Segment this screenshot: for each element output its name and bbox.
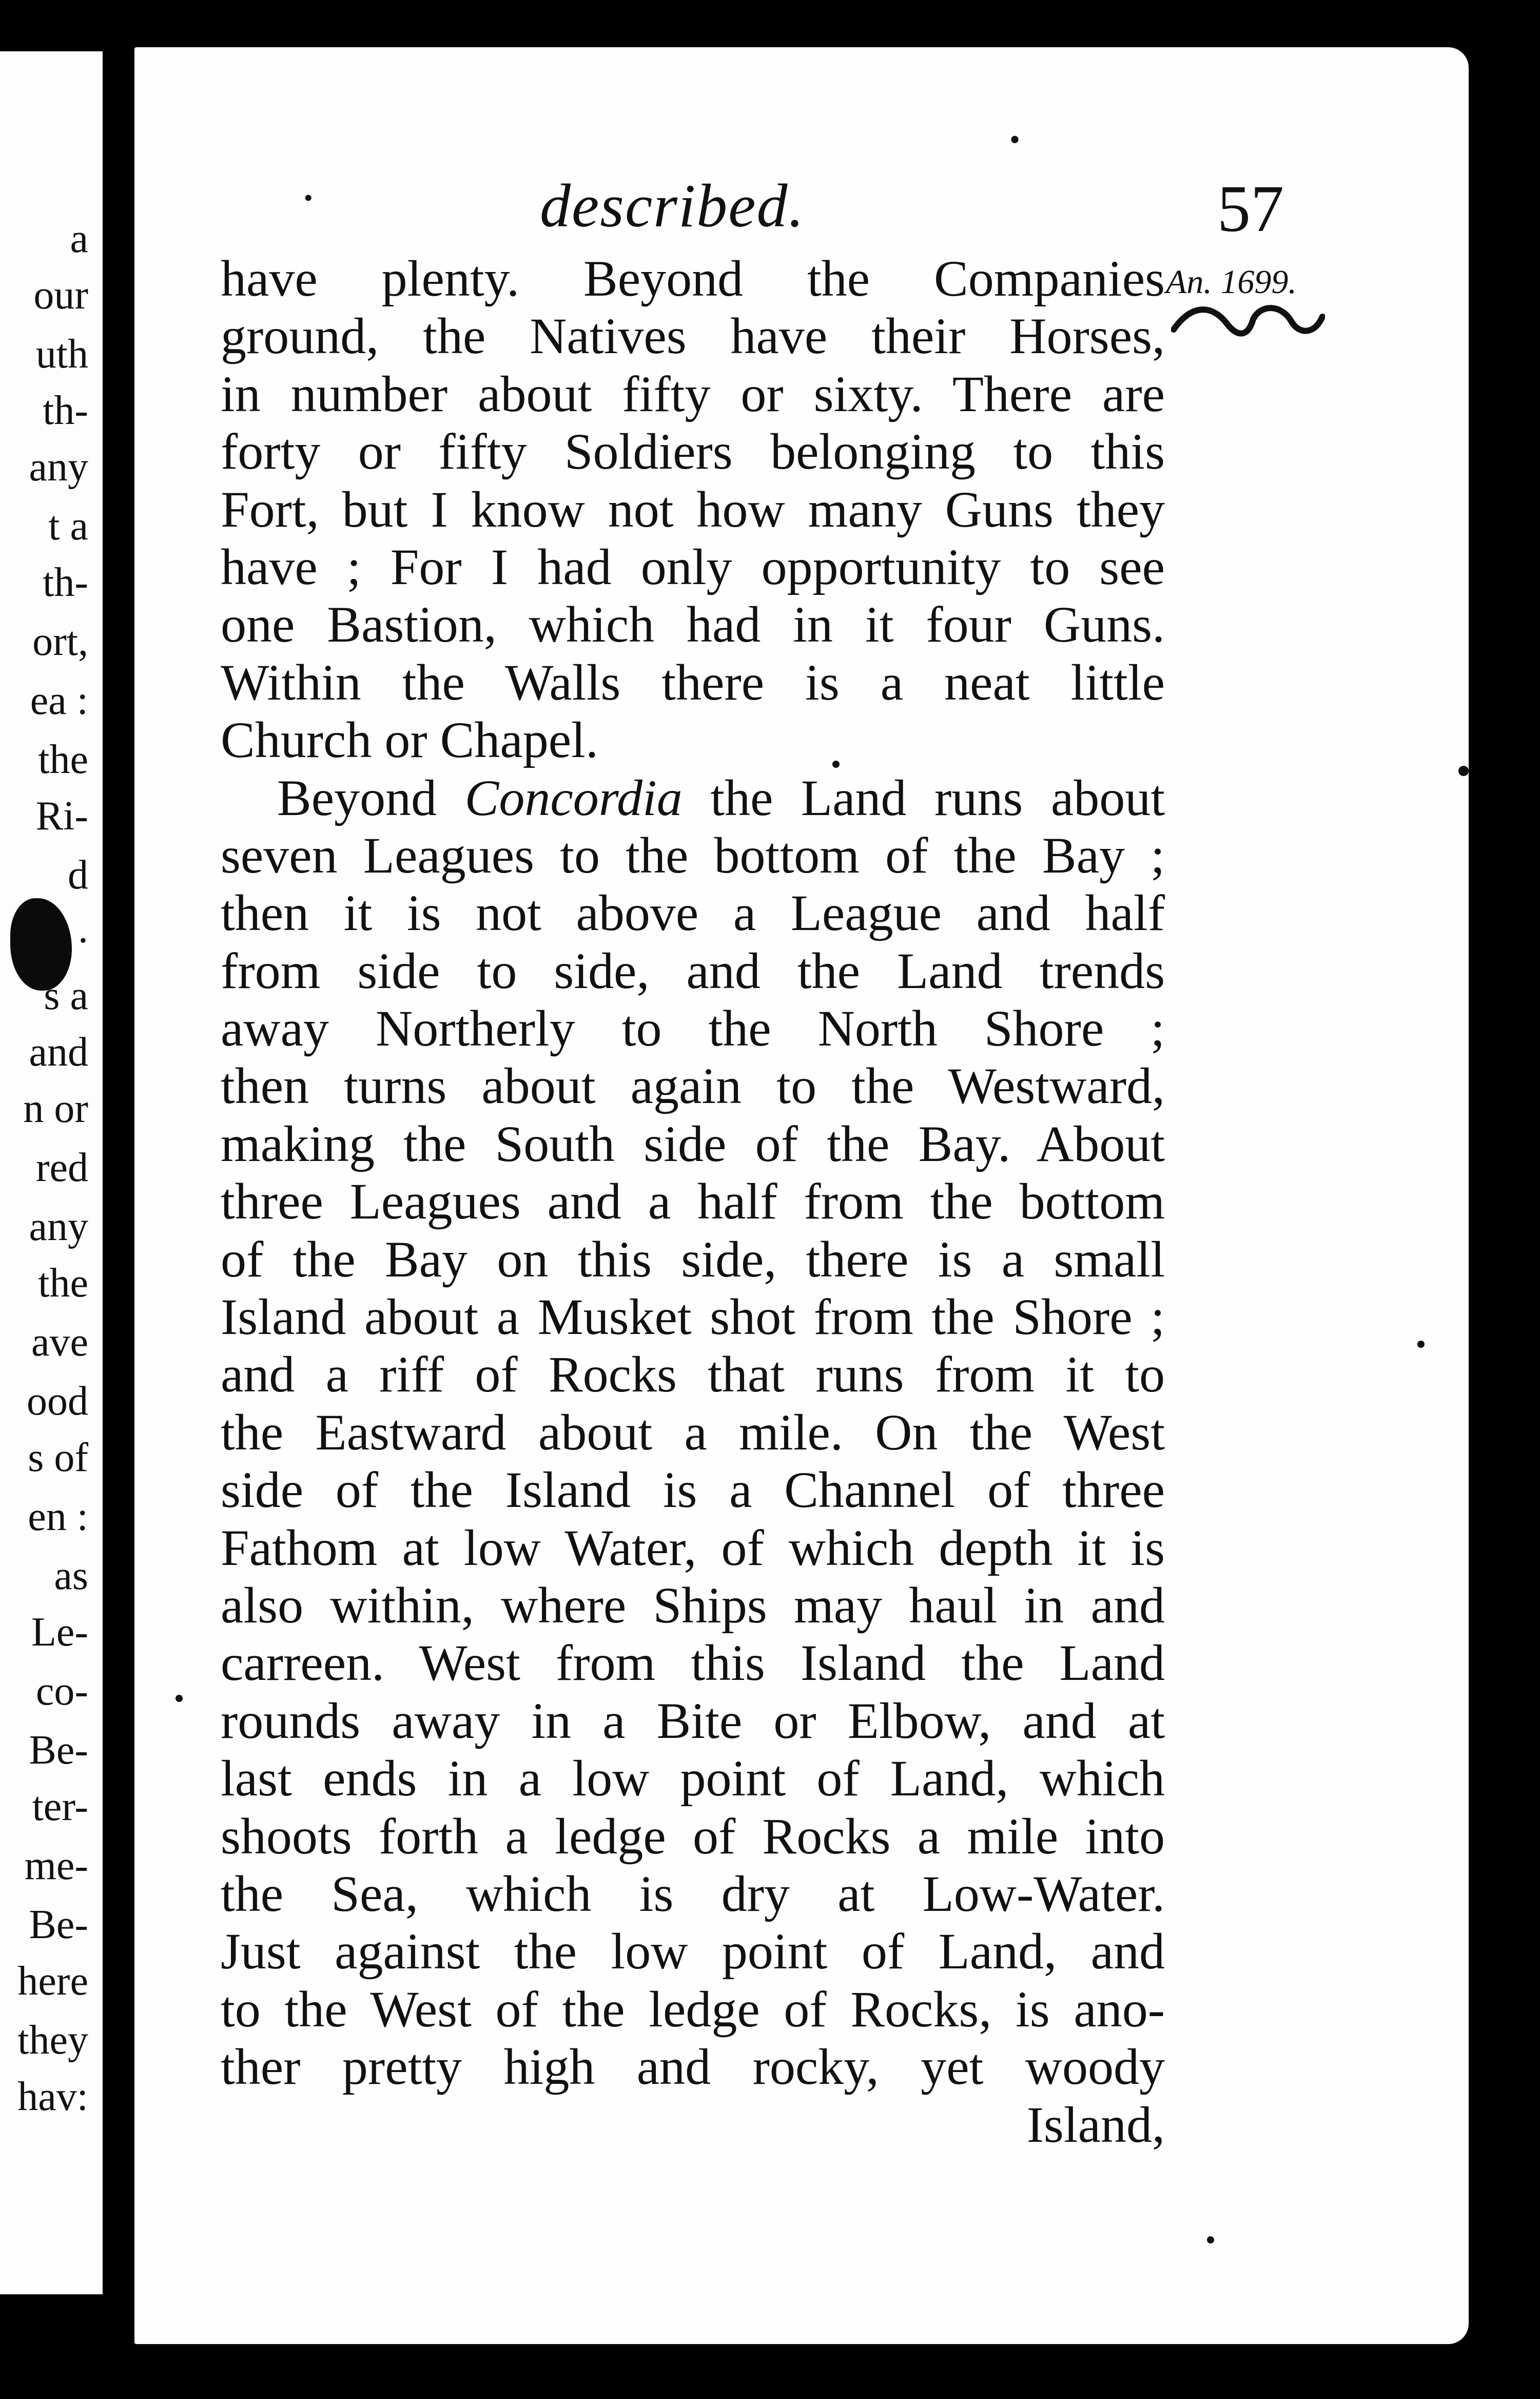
- text-line: carreen. West from this Island the Land: [221, 1634, 1165, 1692]
- text-line: away Northerly to the North Shore ;: [221, 1000, 1165, 1057]
- left-page-line-fragment: Be-: [29, 1902, 88, 1947]
- ink-speck: [1417, 1341, 1425, 1348]
- left-page-line-fragment: here: [17, 1959, 88, 2004]
- left-page-line-fragment: as: [54, 1553, 88, 1598]
- left-page-line-fragment: ea :: [30, 678, 88, 723]
- ink-dot: •: [304, 183, 313, 212]
- left-page-line-fragment: Be-: [29, 1728, 88, 1773]
- book-gutter: [103, 0, 133, 2399]
- left-page-line-fragment: Le-: [31, 1610, 88, 1655]
- text-line: then turns about again to the Westward,: [221, 1057, 1165, 1115]
- left-page-line-fragment: they: [17, 2018, 88, 2063]
- body-text: [221, 250, 1165, 2154]
- place-name-italic: Concordia: [464, 769, 683, 826]
- text-line: Beyond Concordia the Land runs about: [277, 769, 1165, 826]
- left-page-line-fragment: s a: [44, 973, 88, 1018]
- left-page-line-fragment: .: [78, 906, 88, 952]
- left-page-line-fragment: hav:: [17, 2074, 88, 2119]
- left-page-line-fragment: uth: [35, 332, 88, 377]
- ink-speck: [1207, 2236, 1214, 2243]
- text-line: Just against the low point of Land, and: [221, 1923, 1165, 1980]
- ink-speck: [832, 761, 840, 768]
- text-line: of the Bay on this side, there is a small: [221, 1230, 1165, 1288]
- text-line: making the South side of the Bay. About: [221, 1115, 1165, 1172]
- text-line: side of the Island is a Channel of three: [221, 1461, 1165, 1519]
- left-page-line-fragment: en :: [28, 1494, 88, 1539]
- text-line: one Bastion, which had in it four Guns.: [221, 596, 1165, 653]
- text-line: to the West of the ledge of Rocks, is ano-: [221, 1980, 1165, 2038]
- catchword: Island,: [1026, 2096, 1165, 2153]
- text-line: last ends in a low point of Land, which: [221, 1750, 1165, 1807]
- text-line: Church or Chapel.: [221, 711, 598, 769]
- left-page-line-fragment: th-: [43, 560, 88, 605]
- text-line: Within the Walls there is a neat little: [221, 653, 1165, 711]
- left-page-line-fragment: ood: [27, 1379, 88, 1424]
- ornament-swash-icon: [1171, 299, 1325, 345]
- text-line: rounds away in a Bite or Elbow, and at: [221, 1692, 1165, 1749]
- text-line: Island about a Musket shot from the Shore ;: [221, 1288, 1165, 1346]
- text-line: three Leagues and a half from the bottom: [221, 1173, 1165, 1230]
- left-page-line-fragment: s of: [28, 1435, 88, 1480]
- text-line: also within, where Ships may haul in and: [221, 1576, 1165, 1634]
- text-line: Fathom at low Water, of which depth it is: [221, 1519, 1165, 1576]
- left-page-line-fragment: t a: [48, 504, 88, 549]
- text-line: then it is not above a League and half: [221, 884, 1165, 942]
- text-line: seven Leagues to the bottom of the Bay ;: [221, 826, 1165, 884]
- text-line: ground, the Natives have their Horses,: [221, 307, 1165, 365]
- ink-speck: [176, 1695, 183, 1702]
- text-line: have plenty. Beyond the Companies: [221, 250, 1165, 307]
- left-page-line-fragment: co-: [35, 1669, 88, 1714]
- left-page-line-fragment: n or: [23, 1086, 88, 1131]
- left-page-fragment: [0, 51, 103, 2294]
- left-page-line-fragment: me-: [24, 1843, 88, 1888]
- ink-dot: •: [1009, 123, 1021, 157]
- text-line: have ; For I had only opportunity to see: [221, 538, 1165, 595]
- left-page-line-fragment: ter-: [32, 1784, 88, 1829]
- left-page-line-fragment: d: [68, 853, 88, 898]
- left-page-line-fragment: ave: [31, 1320, 88, 1365]
- text-line: from side to side, and the Land trends: [221, 942, 1165, 999]
- text-line: forty or fifty Soldiers belonging to this: [221, 423, 1165, 480]
- text-line: shoots forth a ledge of Rocks a mile into: [221, 1807, 1165, 1865]
- text-line: the Eastward about a mile. On the West: [221, 1403, 1165, 1461]
- left-page-line-fragment: ort,: [32, 619, 88, 664]
- text-line: and a riff of Rocks that runs from it to: [221, 1346, 1165, 1403]
- text-line: the Sea, which is dry at Low-Water.: [221, 1865, 1165, 1922]
- text-line: Fort, but I know not how many Guns they: [221, 480, 1165, 538]
- left-page-line-fragment: and: [29, 1030, 88, 1075]
- left-page-line-fragment: Ri-: [35, 794, 88, 839]
- text-line: ther pretty high and rocky, yet woody: [221, 2038, 1165, 2096]
- book-page: [134, 47, 1469, 2344]
- page-number: 57: [1217, 172, 1284, 246]
- left-page-line-fragment: the: [38, 737, 88, 782]
- margin-year-note: An. 1699.: [1166, 263, 1297, 301]
- left-page-line-fragment: the: [38, 1261, 88, 1306]
- text-line: in number about fifty or sixty. There are: [221, 365, 1165, 422]
- running-head: described.: [540, 171, 805, 240]
- ink-speck: [1458, 766, 1469, 776]
- left-page-line-fragment: red: [35, 1145, 88, 1190]
- left-page-line-fragment: th-: [43, 388, 88, 433]
- left-page-line-fragment: a: [70, 216, 88, 261]
- left-page-line-fragment: any: [29, 444, 88, 490]
- left-page-line-fragment: our: [33, 273, 88, 318]
- left-page-line-fragment: any: [29, 1204, 88, 1249]
